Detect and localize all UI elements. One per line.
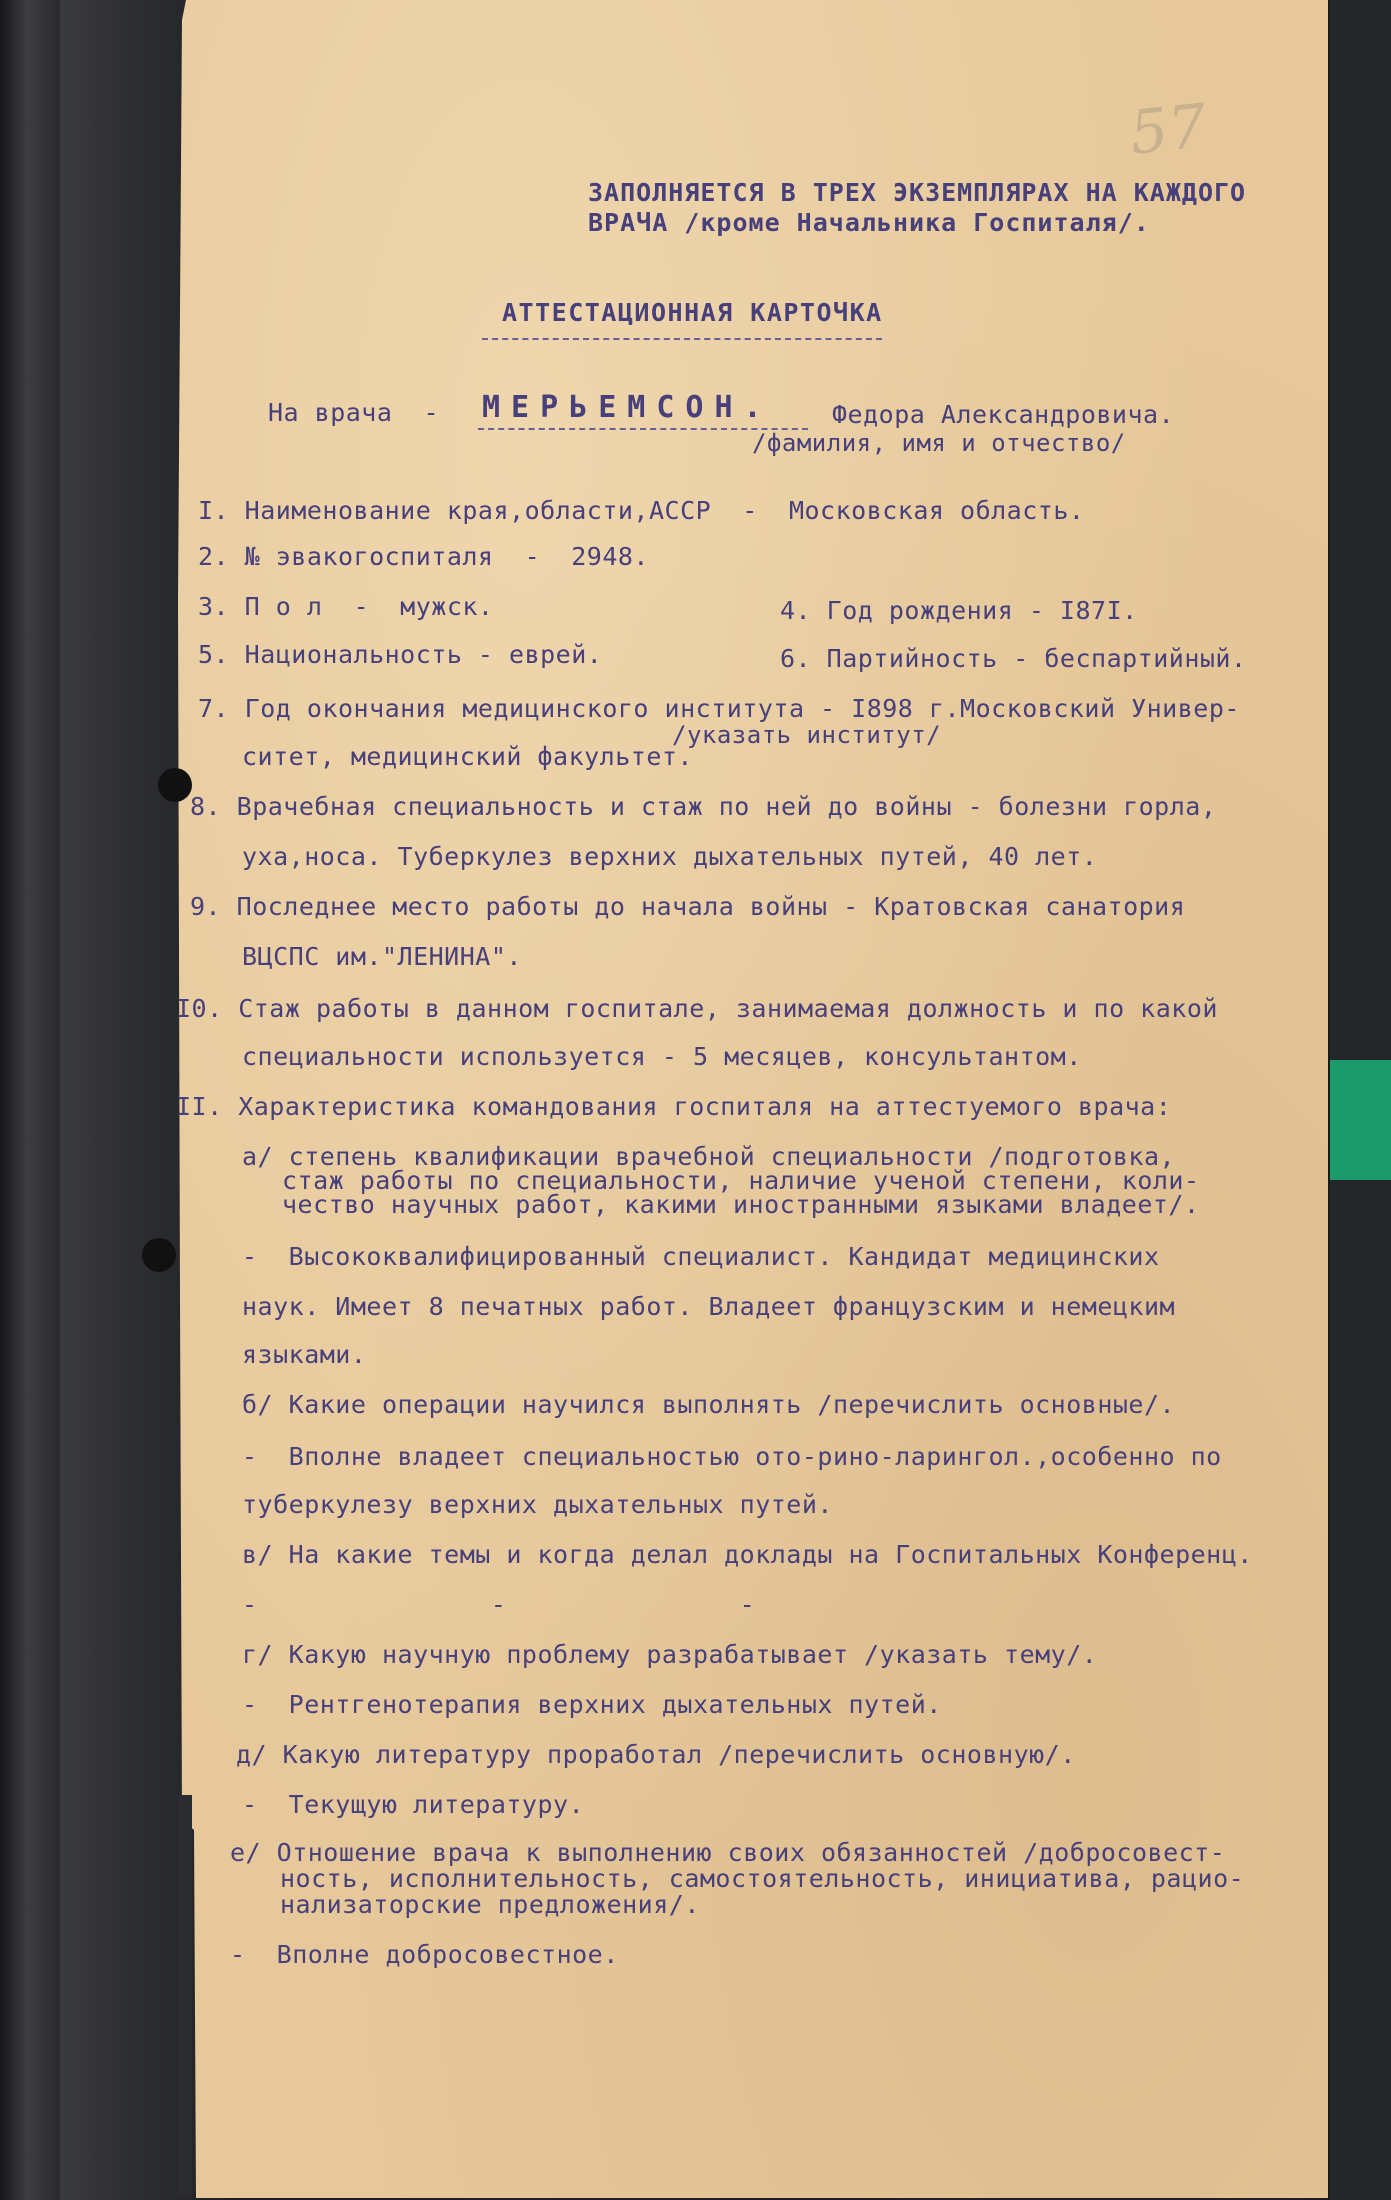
punch-hole-bottom	[142, 1238, 176, 1272]
section-b-question: б/ Какие операции научился выполнять /перечислить основные/.	[242, 1390, 1176, 1419]
section-d-answer: - Текущую литературу.	[242, 1790, 585, 1819]
section-g-answer: - Рентгенотерапия верхних дыхательных путей.	[242, 1690, 942, 1719]
folder-edge	[0, 0, 60, 2200]
item-2-hospital: 2. № эвакогоспиталя - 2948.	[198, 542, 649, 571]
item-7-continued: ситет, медицинский факультет.	[242, 742, 693, 771]
section-a-answer-1: - Высококвалифицированный специалист. Кандидат медицинских	[242, 1242, 1160, 1271]
item-9-last-workplace: 9. Последнее место работы до начала войны - Кратовская санатория	[190, 892, 1186, 921]
section-a-question-1: а/ степень квалификации врачебной специальности /подготовка,	[242, 1142, 1176, 1171]
item-11-characteristic: II. Характеристика командования госпиталя на аттестуемого врача:	[176, 1092, 1172, 1121]
header-line-2: ВРАЧА /кроме Начальника Госпиталя/.	[588, 208, 1150, 237]
document-title: АТТЕСТАЦИОННАЯ КАРТОЧКА	[502, 298, 883, 327]
header-line-1: ЗАПОЛНЯЕТСЯ В ТРЕХ ЭКЗЕМПЛЯРАХ НА КАЖДОГО	[588, 178, 1247, 207]
item-5-nationality: 5. Национальность - еврей.	[198, 640, 603, 669]
doctor-given-name: Федора Александровича.	[832, 400, 1175, 429]
item-6-party: 6. Партийность - беспартийный.	[780, 644, 1247, 673]
doctor-surname: МЕРЬЕМСОН.	[482, 390, 773, 425]
item-7-hint: /указать институт/	[672, 721, 942, 749]
doctor-prefix: На врача -	[268, 398, 440, 427]
item-4-birth-year: 4. Год рождения - I87I.	[780, 596, 1138, 625]
section-b-answer-2: туберкулезу верхних дыхательных путей.	[242, 1490, 833, 1519]
section-v-answer: - - -	[242, 1590, 756, 1619]
section-v-question: в/ На какие темы и когда делал доклады на Госпитальных Конференц.	[242, 1540, 1253, 1569]
item-8-specialty: 8. Врачебная специальность и стаж по ней до войны - болезни горла,	[190, 792, 1217, 821]
doctor-name-hint: /фамилия, имя и отчество/	[752, 429, 1126, 457]
section-b-answer-1: - Вполне владеет специальностью ото-рино-ларингол.,особенно по	[242, 1442, 1222, 1471]
section-d-question: д/ Какую литературу проработал /перечислить основную/.	[236, 1740, 1076, 1769]
green-bookmark-tab	[1330, 1060, 1391, 1180]
item-3-sex: 3. П о л - мужск.	[198, 592, 494, 621]
title-underline	[482, 338, 882, 340]
item-7-graduation: 7. Год окончания медицинского института - I898 г.Московский Универ-	[198, 694, 1240, 723]
item-9-continued: ВЦСПС им."ЛЕНИНА".	[242, 942, 522, 971]
section-a-question-3: чество научных работ, какими иностранными языками владеет/.	[282, 1190, 1200, 1219]
section-e-question-1: е/ Отношение врача к выполнению своих обязанностей /добросовест-	[230, 1838, 1226, 1867]
section-e-answer: - Вполне добросовестное.	[230, 1940, 619, 1969]
page-number: 57	[1126, 91, 1210, 169]
item-10-continued: специальности используется - 5 месяцев, консультантом.	[242, 1042, 1082, 1071]
torn-corner	[178, 1795, 192, 2195]
section-e-question-2: ность, исполнительность, самостоятельность, инициатива, рацио-	[280, 1864, 1245, 1893]
section-a-answer-2: наук. Имеет 8 печатных работ. Владеет французским и немецким	[242, 1292, 1176, 1321]
item-10-experience: I0. Стаж работы в данном госпитале, занимаемая должность и по какой	[176, 994, 1218, 1023]
punch-hole-top	[158, 768, 192, 802]
section-a-question-2: стаж работы по специальности, наличие ученой степени, коли-	[282, 1166, 1200, 1195]
section-a-answer-3: языками.	[242, 1340, 367, 1369]
item-8-continued: уха,носа. Туберкулез верхних дыхательных путей, 40 лет.	[242, 842, 1098, 871]
section-e-question-3: нализаторские предложения/.	[280, 1890, 700, 1919]
item-1-region: I. Наименование края,области,АССР - Московская область.	[198, 496, 1085, 525]
section-g-question: г/ Какую научную проблему разрабатывает /указать тему/.	[242, 1640, 1098, 1669]
